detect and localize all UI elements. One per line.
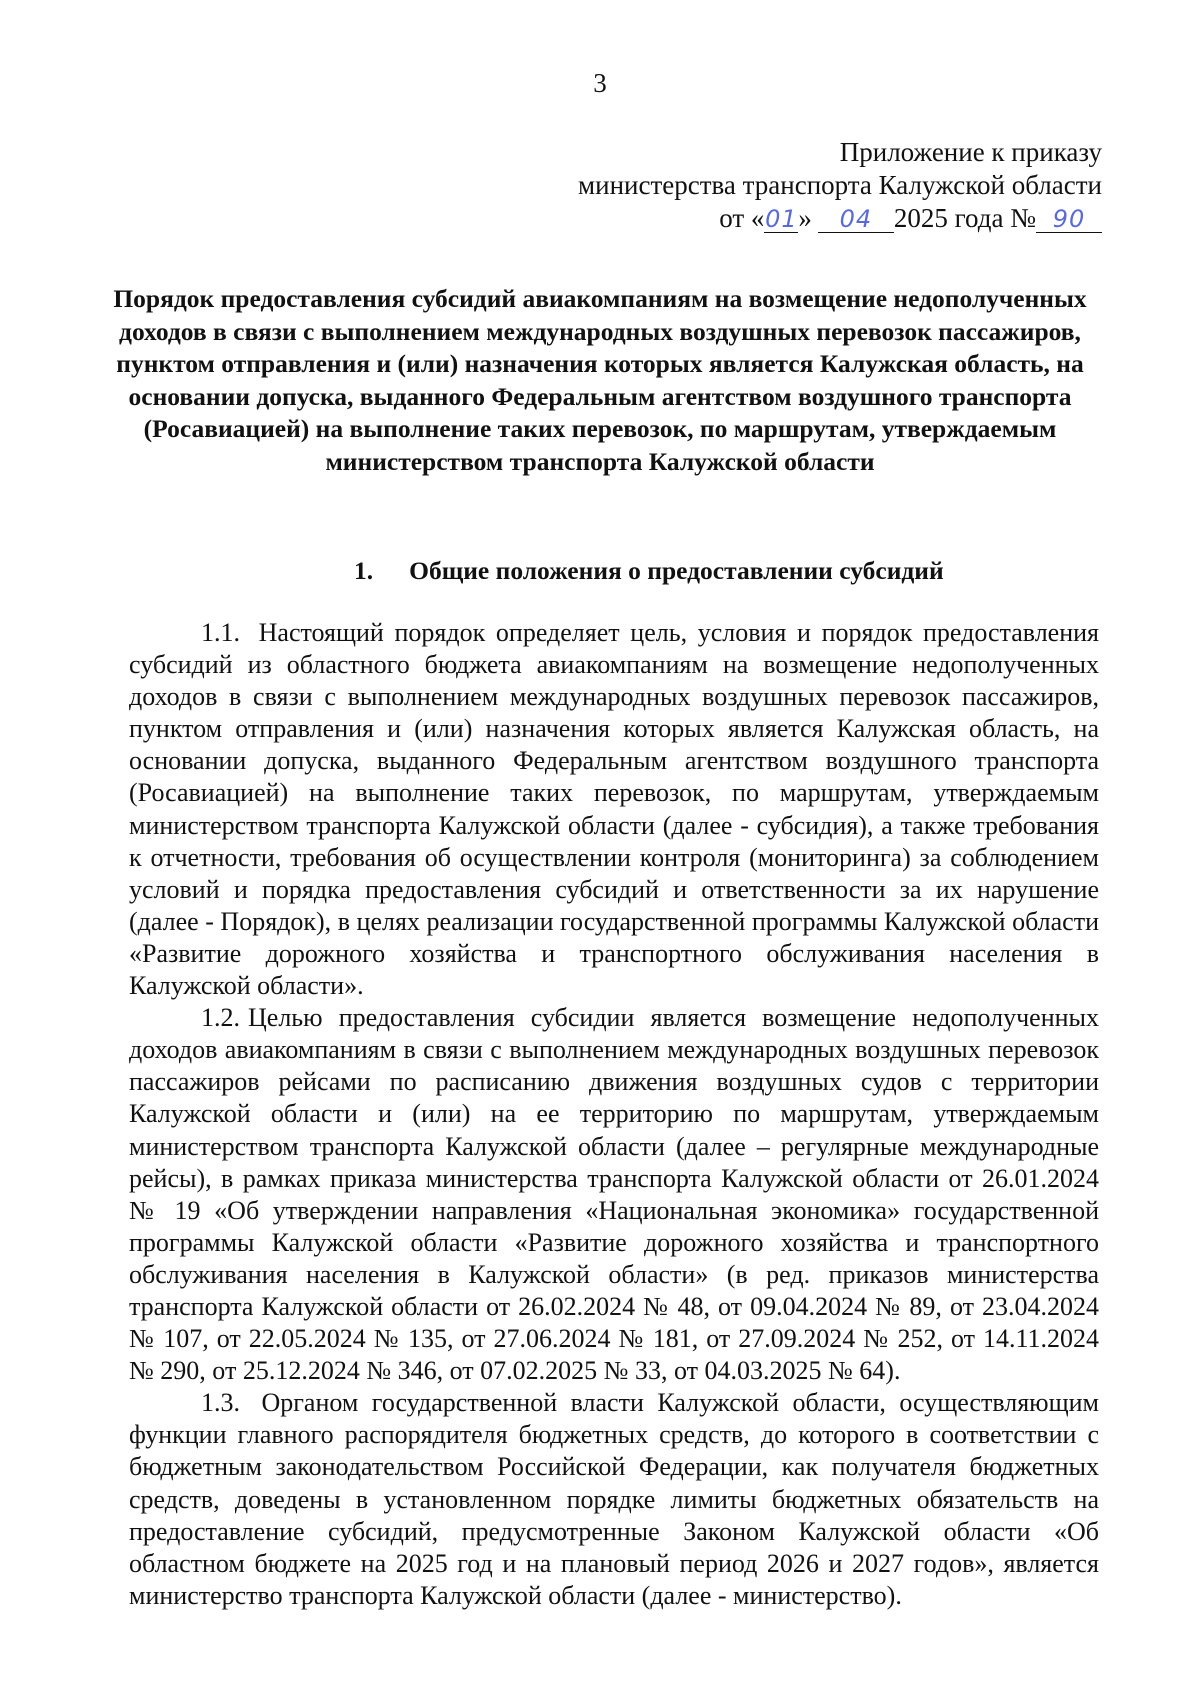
appendix-header — [578, 136, 1102, 235]
paragraph-text: Органом государственной власти Калужской области, осуществляющим функции главного распорядителя бюджетных средств, до которого в соответствии с бюджетным законодательством Российской Федерации, как получателя бюджетных средств, доведены в установленном порядке лимиты бюджетных обязательств на предоставление субсидий, предусмотренные Законом Калужской области «Об областном бюджете на 2025 год и на плановый период 2026 и 2027 годов», является министерство транспорта Калужской области (далее - министерство). — [129, 1388, 1099, 1610]
paragraph-1-2 — [129, 1002, 1099, 1387]
appendix-line-1: Приложение к приказу — [839, 137, 1102, 167]
paragraph-number: 1.1. — [201, 618, 240, 647]
document-title: Порядок предоставления субсидий авиакомпаниям на возмещение недополученных доходов в связи с выполнением международных воздушных перевозок пассажиров, пунктом отправления и (или) назначения которых является Калужская область, на основании допуска, выданного Федеральным агентством воздушного транспорта (Росавиацией) на выполнение таких перевозок, по маршрутам, утверждаемым министерством транспорта Калужской области — [113, 284, 1087, 476]
order-number: 90 — [1036, 206, 1102, 233]
paragraph-number: 1.3. — [201, 1388, 240, 1418]
date-day: 01 — [765, 205, 798, 233]
document-body — [129, 617, 1099, 1612]
page-number: 3 — [593, 68, 607, 98]
appendix-date-line — [578, 202, 1102, 235]
paragraph-1-1 — [129, 617, 1099, 1002]
paragraph-text: Целью предоставления субсидии является возмещение недополученных доходов авиакомпаниям в связи с выполнением международных воздушных перевозок пассажиров рейсами по расписанию движения воздушных судов с территории Калужской области и (или) на ее территорию по маршрутам, утверждаемым министерством транспорта Калужской области (далее – регулярные международные рейсы), в рамках приказа министерства транспорта Калужской области от 26.01.2024 № 19 «Об утверждении направления «Национальная экономика» государственной программы Калужской области «Развитие дорожного хозяйства и транспортного обслуживания населения в Калужской области» (в ред. приказов министерства транспорта Калужской области от 26.02.2024 № 48, от 09.04.2024 № 89, от 23.04.2024 № 107, от 22.05.2024 № 135, от 27.06.2024 № 181, от 27.09.2024 № 252, от 14.11.2024 № 290, от 25.12.2024 № 346, от 07.02.2025 № 33, от 04.03.2025 № 64). — [129, 1003, 1099, 1386]
date-year: 2025 года № — [893, 203, 1036, 233]
date-prefix: от « — [719, 203, 765, 233]
appendix-line-2: министерства транспорта Калужской области — [578, 170, 1102, 200]
paragraph-number: 1.2. — [201, 1003, 240, 1033]
section-heading — [354, 556, 944, 586]
date-mid: » — [798, 203, 812, 233]
paragraph-1-3 — [129, 1387, 1099, 1612]
section-number: 1. — [354, 556, 374, 585]
paragraph-text: Настоящий порядок определяет цель, условия и порядок предоставления субсидий из областного бюджета авиакомпаниям на возмещение недополученных доходов в связи с выполнением международных воздушных перевозок пассажиров, пунктом отправления и (или) назначения которых является Калужская область, на основании допуска, выданного Федеральным агентством воздушного транспорта (Росавиацией) на выполнение таких перевозок, по маршрутам, утверждаемым министерством транспорта Калужской области (далее - субсидия), а также требования к отчетности, требования об осуществлении контроля (мониторинга) за соблюдением условий и порядка предоставления субсидий и ответственности за их нарушение (далее - Порядок), в целях реализации государственной программы Калужской области «Развитие дорожного хозяйства и транспортного обслуживания населения в Калужской области». — [129, 618, 1099, 1001]
date-month: 04 — [818, 206, 894, 233]
section-title: Общие положения о предоставлении субсидий — [409, 556, 944, 585]
